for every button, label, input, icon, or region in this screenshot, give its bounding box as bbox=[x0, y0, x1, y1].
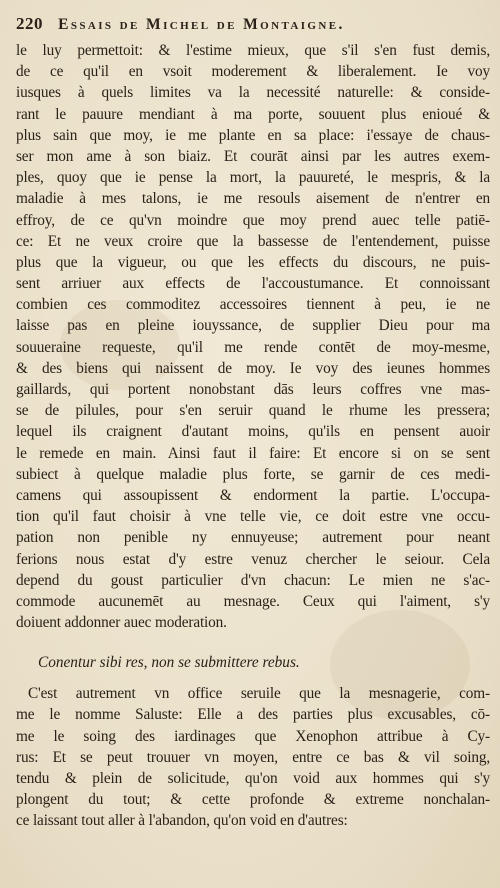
text-line: pation non penible ny ennuyeuse; autrement pour neant bbox=[16, 529, 490, 547]
text-line: effroy, de ce qu'vn moindre que moy prend auec telle patiē- bbox=[16, 211, 490, 229]
text-line: tendu & plein de solicitude, qu'on void aux hommes qui s'y bbox=[16, 770, 490, 787]
body-text bbox=[16, 40, 490, 832]
text-line: de ce qu'il en vsoit moderement & liberalement. Ie voy bbox=[16, 63, 490, 81]
text-line: le remede en main. Ainsi faut il faire: Et encore si on se sent bbox=[16, 444, 490, 462]
text-line: ser mon ame à son biaiz. Et courāt ainsi par les autres exem- bbox=[16, 147, 490, 165]
page-number: 220 bbox=[16, 14, 43, 33]
running-title: Essais de Michel de Montaigne. bbox=[58, 16, 345, 33]
text-line: laisse pas en pleine iouyssance, de supplier Dieu pour ma bbox=[16, 317, 490, 335]
text-line: plus sain que moy, ie me plante en sa place: i'essaye de chaus- bbox=[16, 126, 490, 144]
text-line: me le soing des iardinages que Xenophon attribue à Cy- bbox=[16, 727, 490, 745]
text-line: doiuent addonner auec moderation. bbox=[16, 614, 227, 632]
text-line: ce: Et ne veux croire que la bassesse de l'entendement, puisse bbox=[16, 232, 490, 250]
text-line: iusques à quels limites va la necessité naturelle: & conside- bbox=[16, 84, 490, 102]
text-line: & des biens qui naissent de moy. Ie voy des ieunes hommes bbox=[16, 359, 490, 377]
text-line: me le nomme Saluste: Elle a des parties plus excusables, cō- bbox=[16, 706, 490, 724]
text-line: ferions nous estat d'y estre venuz chercher le seiour. Cela bbox=[16, 550, 490, 568]
text-line: le luy permettoit: & l'estime mieux, que s'il s'en fust demis, bbox=[16, 42, 490, 59]
text-line: gaillards, qui portent nonobstant dās leurs coffres vne mas- bbox=[16, 381, 490, 398]
paragraph-2 bbox=[16, 683, 490, 831]
text-line: sent arriuer aux effects de l'accoustumance. Et connoissant bbox=[16, 275, 490, 293]
text-line: lequel ils craignent d'autant moins, qu'ils en pensent auoir bbox=[16, 423, 490, 441]
text-line: ce laissant tout aller à l'abandon, qu'on void en d'autres: bbox=[16, 812, 348, 830]
page-header bbox=[16, 14, 486, 36]
text-line: plus que la vigueur, ou que les effects du discours, ne puis- bbox=[16, 253, 490, 271]
text-line: souueraine requeste, qu'il me rende contēt de moy-mesme, bbox=[16, 338, 490, 356]
text-line: ples, quoy que ie pense la mort, la pauureté, le mespris, & la bbox=[16, 169, 490, 187]
latin-quotation: Conentur sibi res, non se submittere rebus. bbox=[38, 654, 300, 672]
paragraph-1 bbox=[16, 40, 490, 633]
text-line: rant le pauure mendiant à ma porte, souuent plus enioué & bbox=[16, 105, 490, 123]
text-line: commode aucunemēt au mesnage. Ceux qui l'aiment, s'y bbox=[16, 592, 490, 610]
text-line: se de pilules, pour s'en seruir quand le rhume les pressera; bbox=[16, 402, 490, 420]
text-line: combien ces commoditez accessoires tiennent à peu, ie ne bbox=[16, 296, 490, 314]
text-line: depend du goust particulier d'vn chacun: Le mien ne s'ac- bbox=[16, 571, 490, 589]
text-line: maladie à mes talons, ie me resouls aisement de n'entrer en bbox=[16, 190, 490, 208]
text-line: plongent du tout; & cette profonde & extreme nonchalan- bbox=[16, 791, 490, 809]
text-line: subiect à quelque maladie plus forte, se garnir de ces medi- bbox=[16, 465, 490, 483]
text-line: camens qui assoupissent & endorment la partie. L'occupa- bbox=[16, 486, 490, 504]
text-line: tion qu'il faut choisir à vne telle vie, ce doit estre vne occu- bbox=[16, 508, 490, 526]
text-line: C'est autrement vn office seruile que la mesnagerie, com- bbox=[28, 685, 490, 703]
text-line: rus: Et se peut trouuer vn moyen, entre ce bas & vil soing, bbox=[16, 748, 490, 766]
